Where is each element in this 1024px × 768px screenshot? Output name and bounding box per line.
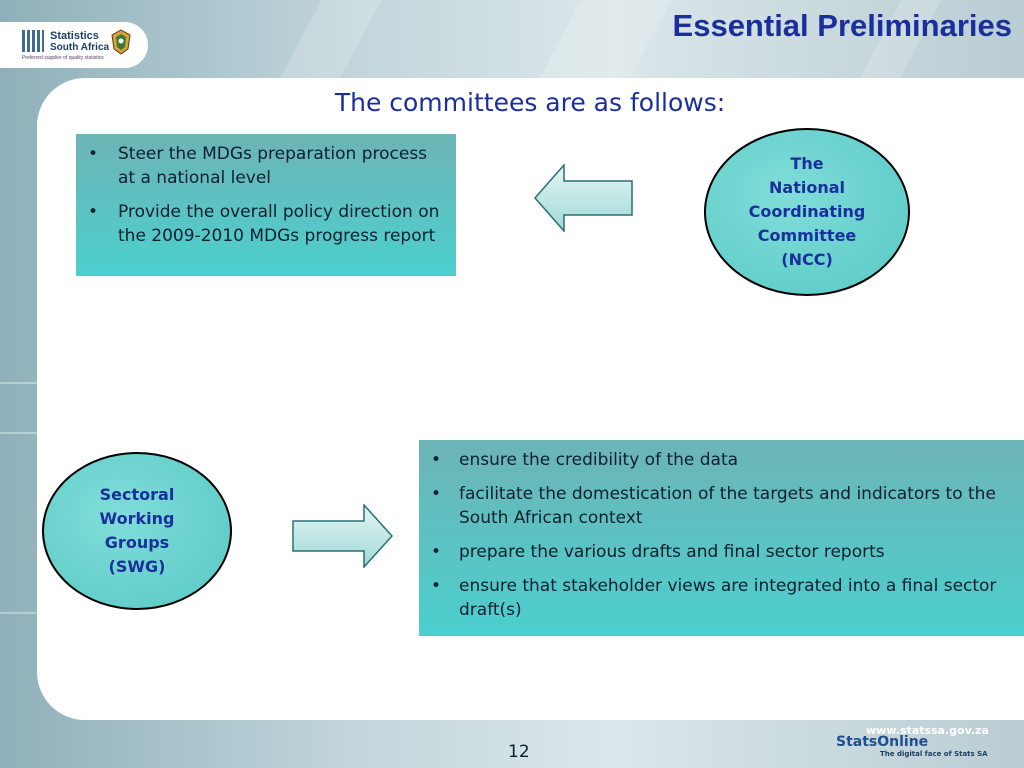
stats-sa-logo-icon bbox=[22, 30, 44, 52]
swg-bullet: • facilitate the domestication of the targets and indicators to the South African context bbox=[419, 482, 1015, 530]
arrow-right-icon bbox=[292, 504, 394, 568]
ncc-bullet: • Provide the overall policy direction on the 2009-2010 MDGs progress report bbox=[76, 200, 446, 248]
footer-url: www.statssa.gov.za bbox=[866, 724, 989, 737]
logo-line-1: Statistics bbox=[50, 30, 99, 42]
logo-tagline: Preferred supplier of quality statistics bbox=[22, 55, 104, 61]
ncc-label: The National Coordinating Committee (NCC) bbox=[748, 154, 866, 269]
slide-title: Essential Preliminaries bbox=[672, 8, 1012, 43]
coat-of-arms-icon bbox=[110, 29, 132, 55]
ncc-circle bbox=[704, 128, 910, 296]
page-number: 12 bbox=[508, 742, 530, 762]
arrow-left-icon bbox=[534, 164, 634, 232]
swg-bullet: • ensure the credibility of the data bbox=[419, 448, 1015, 472]
footer-tagline: The digital face of Stats SA bbox=[880, 750, 988, 758]
ncc-bullet: • Steer the MDGs preparation process at a national level bbox=[76, 142, 446, 190]
stats-sa-logo bbox=[0, 22, 148, 68]
swg-bullet: • prepare the various drafts and final sector reports bbox=[419, 540, 1015, 564]
ncc-responsibilities-box bbox=[76, 134, 456, 276]
swg-bullet: • ensure that stakeholder views are integrated into a final sector draft(s) bbox=[419, 574, 1015, 622]
slide-subtitle: The committees are as follows: bbox=[334, 88, 726, 117]
swg-circle bbox=[42, 452, 232, 610]
footer-brand: StatsOnline bbox=[836, 734, 929, 750]
swg-responsibilities-box bbox=[419, 440, 1024, 636]
swg-label: Sectoral Working Groups (SWG) bbox=[99, 485, 175, 576]
logo-line-2: South Africa bbox=[50, 42, 110, 53]
